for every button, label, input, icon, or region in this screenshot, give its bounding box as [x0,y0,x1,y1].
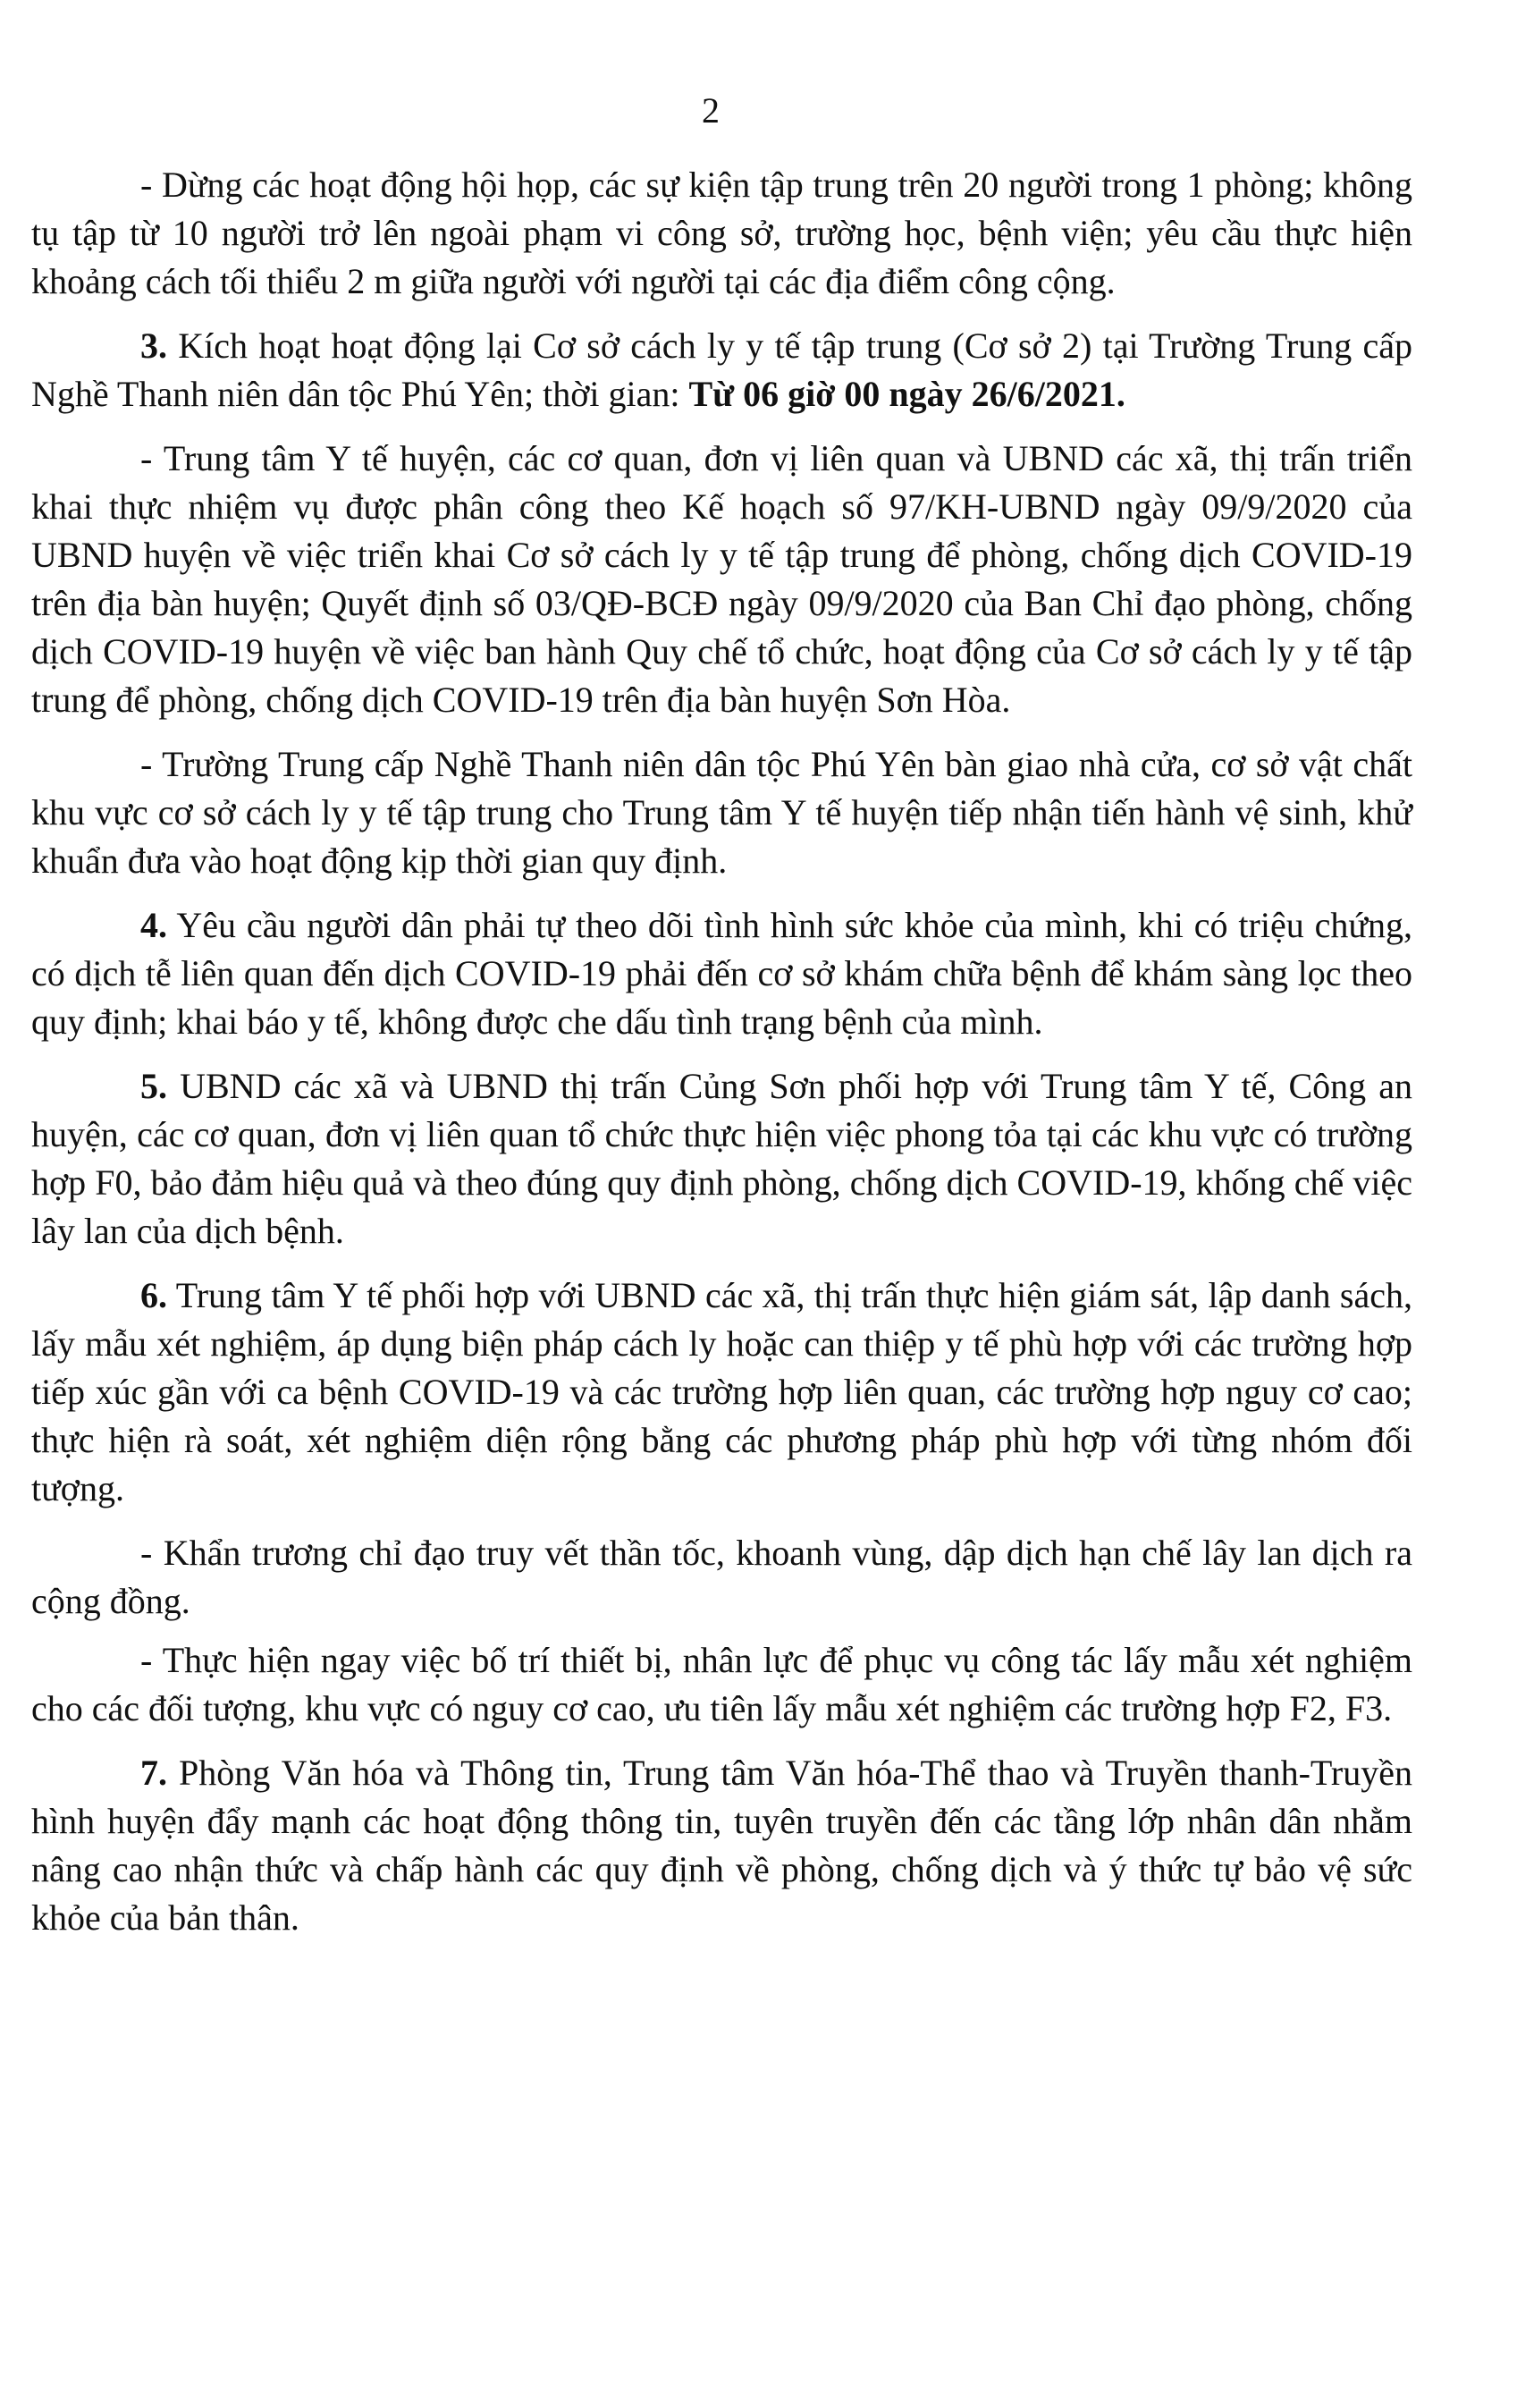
page-number: 2 [702,90,720,131]
paragraph-text: - Thực hiện ngay việc bố trí thiết bị, nhân lực để phục vụ công tác lấy mẫu xét nghiệm cho các đối tượng, khu vực có nguy cơ cao, ưu tiên lấy mẫu xét nghiệm các trường hợp F2, F3. [31,1640,1412,1728]
paragraph-school-handover [31,740,1412,885]
paragraph-text: Phòng Văn hóa và Thông tin, Trung tâm Văn hóa-Thể thao và Truyền thanh-Truyền hình huyện đẩy mạnh các hoạt động thông tin, tuyên truyền đến các tầng lớp nhân dân nhằm nâng cao nhận thức và chấp hành các quy định về phòng, chống dịch và ý thức tự bảo vệ sức khỏe của bản thân. [31,1753,1413,1938]
document-body [31,161,1412,1958]
effective-time: Từ 06 giờ 00 ngày 26/6/2021. [688,374,1125,414]
paragraph-gathering-restrictions [31,161,1412,306]
item-number: 5. [140,1066,167,1106]
item-number: 6. [140,1275,167,1315]
paragraph-text: - Khẩn trương chỉ đạo truy vết thần tốc, khoanh vùng, dập dịch hạn chế lây lan dịch ra cộng đồng. [31,1533,1412,1621]
paragraph-contact-tracing [31,1529,1412,1626]
paragraph-text: - Trường Trung cấp Nghề Thanh niên dân tộc Phú Yên bàn giao nhà cửa, cơ sở vật chất khu vực cơ sở cách ly y tế tập trung cho Trung tâm Y tế huyện tiếp nhận tiến hành vệ sinh, khử khuẩn đưa vào hoạt động kịp thời gian quy định. [31,744,1412,881]
item-5-lockdown-coordination [31,1062,1412,1255]
paragraph-sampling-resources [31,1636,1412,1733]
item-number: 3. [140,325,167,366]
paragraph-text: - Trung tâm Y tế huyện, các cơ quan, đơn vị liên quan và UBND các xã, thị trấn triển khai thực nhiệm vụ được phân công theo Kế hoạch số 97/KH-UBND ngày 09/9/2020 của UBND huyện về việc triển khai Cơ sở cách ly y tế tập trung để phòng, chống dịch COVID-19 trên địa bàn huyện; Quyết định số 03/QĐ-BCĐ ngày 09/9/2020 của Ban Chỉ đạo phòng, chống dịch COVID-19 huyện về việc ban hành Quy chế tổ chức, hoạt động của Cơ sở cách ly y tế tập trung để phòng, chống dịch COVID-19 trên địa bàn huyện Sơn Hòa. [31,438,1412,720]
item-7-communication [31,1749,1412,1942]
item-4-self-monitoring [31,901,1412,1046]
paragraph-health-center-tasks [31,435,1412,724]
paragraph-text: UBND các xã và UBND thị trấn Củng Sơn phối hợp với Trung tâm Y tế, Công an huyện, các cơ quan, đơn vị liên quan tổ chức thực hiện việc phong tỏa tại các khu vực có trường hợp F0, bảo đảm hiệu quả và theo đúng quy định phòng, chống dịch COVID-19, khống chế việc lây lan của dịch bệnh. [31,1066,1413,1251]
item-3-quarantine-facility [31,322,1412,418]
item-6-surveillance-testing [31,1272,1412,1513]
item-number: 4. [140,905,167,945]
item-number: 7. [140,1753,167,1793]
paragraph-text: Yêu cầu người dân phải tự theo dõi tình hình sức khỏe của mình, khi có triệu chứng, có dịch tễ liên quan đến dịch COVID-19 phải đến cơ sở khám chữa bệnh để khám sàng lọc theo quy định; khai báo y tế, không được che dấu tình trạng bệnh của mình. [31,905,1413,1042]
paragraph-text: Trung tâm Y tế phối hợp với UBND các xã, thị trấn thực hiện giám sát, lập danh sách, lấy mẫu xét nghiệm, áp dụng biện pháp cách ly hoặc can thiệp y tế phù hợp với các trường hợp tiếp xúc gần với ca bệnh COVID-19 và các trường hợp liên quan, các trường hợp nguy cơ cao; thực hiện rà soát, xét nghiệm diện rộng bằng các phương pháp phù hợp với từng nhóm đối tượng. [31,1275,1412,1508]
paragraph-text: Kích hoạt hoạt động lại Cơ sở cách ly y tế tập trung (Cơ sở 2) tại Trường Trung cấp Nghề Thanh niên dân tộc Phú Yên; thời gian: [31,325,1413,414]
paragraph-text: - Dừng các hoạt động hội họp, các sự kiện tập trung trên 20 người trong 1 phòng; không tụ tập từ 10 người trở lên ngoài phạm vi công sở, trường học, bệnh viện; yêu cầu thực hiện khoảng cách tối thiểu 2 m giữa người với người tại các địa điểm công cộng. [31,165,1412,301]
